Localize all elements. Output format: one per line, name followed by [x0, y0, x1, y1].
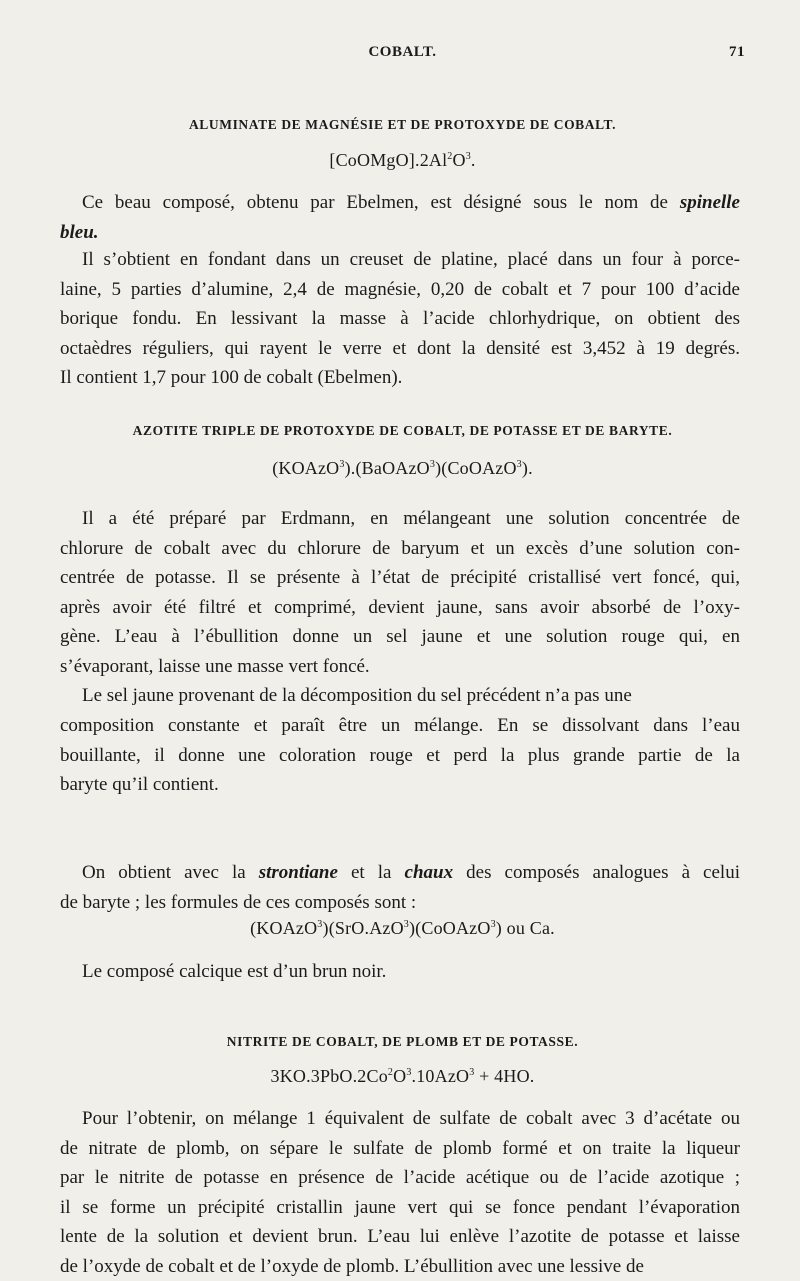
- text-line: centrée de potasse. Il se présente à l’état de précipité cristallisé vert foncé, qui,: [60, 563, 740, 593]
- text-line: On obtient avec la strontiane et la chaux des composés analogues à celui: [60, 858, 740, 888]
- text-line: Pour l’obtenir, on mélange 1 équivalent de sulfate de cobalt avec 3 d’acétate ou: [60, 1104, 740, 1134]
- formula-aluminate: $[CoOMgO].2Al^2O^3$.: [60, 150, 745, 171]
- text-line: Ce beau composé, obtenu par Ebelmen, est désigné sous le nom de spinelle: [60, 188, 740, 218]
- text-line: bouillante, il donne une coloration rouge et perd la plus grande partie de la: [60, 741, 740, 771]
- text-line: de nitrate de plomb, on sépare le sulfate de plomb formé et on traite la liqueur: [60, 1134, 740, 1164]
- text-line: par le nitrite de potasse en présence de l’acide acétique ou de l’acide azotique ;: [60, 1163, 740, 1193]
- paragraph-preparation: [60, 245, 740, 393]
- running-title: COBALT.: [60, 44, 745, 61]
- paragraph-obtention: [60, 1104, 740, 1281]
- text-line: il se forme un précipité cristallin jaune vert qui se fonce pendant l’évaporation: [60, 1193, 740, 1223]
- text-line: baryte qu’il contient.: [60, 770, 740, 800]
- text-line: Il contient 1,7 pour 100 de cobalt (Ebelmen).: [60, 363, 740, 393]
- page-number: 71: [729, 44, 745, 61]
- section-heading-aluminate: ALUMINATE DE MAGNÉSIE ET DE PROTOXYDE DE COBALT.: [60, 117, 745, 133]
- paragraph-calcique: [60, 957, 740, 987]
- text-line: laine, 5 parties d’alumine, 2,4 de magnésie, 0,20 de cobalt et 7 pour 100 d’acide: [60, 275, 740, 305]
- text-line: composition constante et paraît être un mélange. En se dissolvant dans l’eau: [60, 711, 740, 741]
- text-line: octaèdres réguliers, qui rayent le verre et dont la densité est 3,452 à 19 degrés.: [60, 334, 740, 364]
- paragraph-erdmann: [60, 504, 740, 711]
- text-line: gène. L’eau à l’ébullition donne un sel jaune et une solution rouge qui, en: [60, 622, 740, 652]
- text-line: borique fondu. En lessivant la masse à l’acide chlorhydrique, on obtient des: [60, 304, 740, 334]
- text-line: après avoir été filtré et comprimé, devient jaune, sans avoir absorbé de l’oxy-: [60, 593, 740, 623]
- section-heading-azotite: AZOTITE TRIPLE DE PROTOXYDE DE COBALT, DE POTASSE ET DE BARYTE.: [60, 423, 745, 439]
- running-head: [60, 44, 745, 66]
- text-line: Il a été préparé par Erdmann, en mélangeant une solution concentrée de: [60, 504, 740, 534]
- text-line: Le composé calcique est d’un brun noir.: [60, 957, 740, 987]
- section-heading-nitrite: NITRITE DE COBALT, DE PLOMB ET DE POTASSE.: [60, 1034, 745, 1050]
- text-line: de baryte ; les formules de ces composés sont :: [60, 888, 740, 918]
- text-line: Il s’obtient en fondant dans un creuset de platine, placé dans un four à porce-: [60, 245, 740, 275]
- formula-analogues: (KOAzO$^3$)(SrO.AzO$^3$)(CoOAzO$^3$) ou Ca.: [60, 918, 745, 939]
- text-line: chlorure de cobalt avec du chlorure de baryum et un excès d’une solution con-: [60, 534, 740, 564]
- text-line: lente de la solution et devient brun. L’eau lui enlève l’azotite de potasse et laisse: [60, 1222, 740, 1252]
- paragraph-sel-jaune: [60, 711, 740, 800]
- text-line: de l’oxyde de cobalt et de l’oxyde de plomb. L’ébullition avec une lessive de: [60, 1252, 740, 1281]
- text-line: Le sel jaune provenant de la décomposition du sel précédent n’a pas une: [60, 681, 740, 711]
- text-line: s’évaporant, laisse une masse vert foncé.: [60, 652, 740, 682]
- paragraph-spinelle: [60, 188, 740, 247]
- formula-nitrite: $3KO.3PbO.2Co^2O^3.10AzO^3 + 4HO$.: [60, 1066, 745, 1087]
- text-line: bleu.: [60, 218, 740, 248]
- paragraph-analogues: [60, 858, 740, 917]
- formula-azotite: (KOAzO$^3$).(BaOAzO$^3$)(CoOAzO$^3$).: [60, 458, 745, 479]
